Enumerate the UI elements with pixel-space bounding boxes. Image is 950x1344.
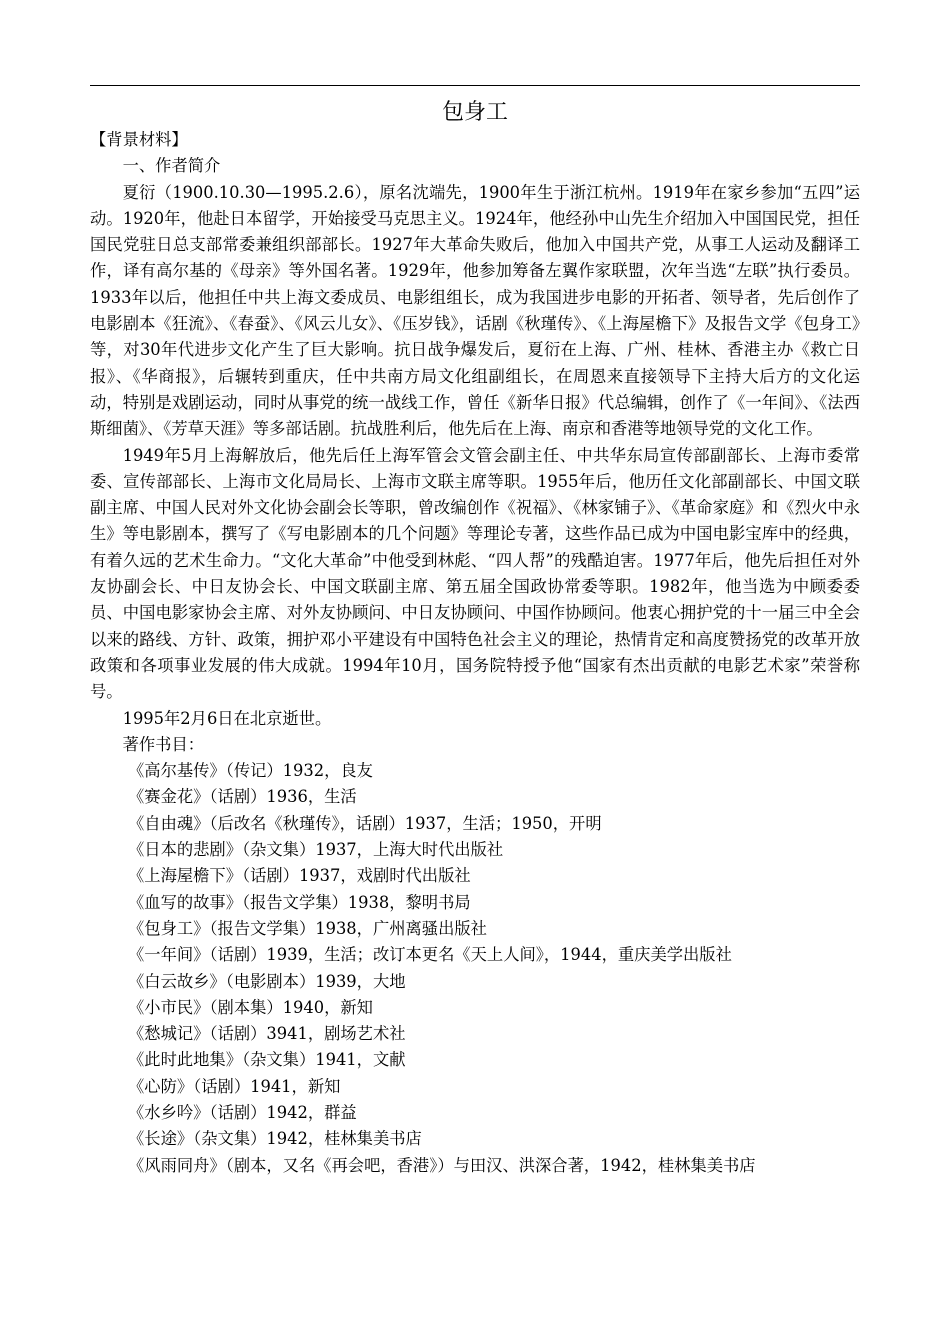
works-heading: 著作书目：: [122, 734, 205, 754]
works-list-item: 《自由魂》（后改名《秋瑾传》，话剧）1937，生活；1950，开明: [128, 813, 602, 833]
works-list-item: 《赛金花》（话剧）1936，生活: [128, 787, 357, 807]
works-list-item: 《愁城记》（话剧）3941，剧场艺术社: [128, 1024, 406, 1044]
works-list-item: 《包身工》（报告文学集）1938，广州离骚出版社: [128, 918, 487, 938]
works-list-item: 《小市民》（剧本集）1940，新知: [128, 997, 373, 1017]
works-list-item: 《高尔基传》（传记）1932，良友: [128, 761, 373, 781]
paragraph-death: 1995年2月6日在北京逝世。: [122, 708, 332, 728]
works-list: [90, 758, 860, 1179]
works-list-item: 《长途》（杂文集）1942，桂林集美书店: [128, 1129, 422, 1149]
works-list-item: 《风雨同舟》（剧本，又名《再会吧，香港》）与田汉、洪深合著，1942，桂林集美书店: [128, 1155, 756, 1175]
paragraph-biography-later: 1949年5月上海解放后，他先后任上海军管会文管会副主任、中共华东局宣传部副部长、上海市委常委、宣传部部长、上海市文化局局长、上海市文联主席等职。1955年后，他历任文化部副部长、中国文联副主席、中国人民对外文化协会副会长等职，曾改编创作《祝福》、《林家铺子》、《革命家庭》和《烈火中永生》等电影剧本，撰写了《写电影剧本的几个问题》等理论专著，这些作品已成为中国电影宝库中的经典，有着久远的艺术生命力。“文化大革命”中他受到林彪、“四人帮”的残酷迫害。1977年后，他先后担任对外友协副会长、中日友协会长、中国文联副主席、第五届全国政协常委等职。1982年，他当选为中顾委委员、中国电影家协会主席、对外友协顾问、中日友协顾问、中国作协顾问。他衷心拥护党的十一届三中全会以来的路线、方针、政策，拥护邓小平建设有中国特色社会主义的理论，热情肯定和高度赞扬党的改革开放政策和各项事业发展的伟大成就。1994年10月，国务院特授予他“国家有杰出贡献的电影艺术家”荣誉称号。: [90, 445, 860, 702]
paragraph-biography-early: 夏衍（1900.10.30—1995.2.6），原名沈端先，1900年生于浙江杭州。1919年在家乡参加“五四”运动。1920年，他赴日本留学，开始接受马克思主义。1924年，他经孙中山先生介绍加入中国国民党，担任国民党驻日总支部常委兼组织部部长。1927年大革命失败后，他加入中国共产党，从事工人运动及翻译工作，译有高尔基的《母亲》等外国名著。1929年，他参加筹备左翼作家联盟，次年当选“左联”执行委员。1933年以后，他担任中共上海文委成员、电影组组长，成为我国进步电影的开拓者、领导者，先后创作了电影剧本《狂流》、《春蚕》、《风云儿女》、《压岁钱》，话剧《秋瑾传》、《上海屋檐下》及报告文学《包身工》等，对30年代进步文化产生了巨大影响。抗日战争爆发后，夏衍在上海、广州、桂林、香港主办《救亡日报》、《华商报》，后辗转到重庆，任中共南方局文化组副组长，在周恩来直接领导下主持大后方的文化运动，特别是戏剧运动，同时从事党的统一战线工作，曾任《新华日报》代总编辑，创作了《一年间》、《法西斯细菌》、《芳草天涯》等多部话剧。抗战胜利后，他先后在上海、南京和香港等地领导党的文化工作。: [90, 182, 860, 439]
document-body: [90, 127, 860, 1179]
works-list-item: 《上海屋檐下》（话剧）1937，戏剧时代出版社: [128, 866, 471, 886]
works-list-item: 《日本的悲剧》（杂文集）1937，上海大时代出版社: [128, 840, 504, 860]
section-heading: 【背景材料】: [90, 130, 188, 149]
header-rule: [90, 85, 860, 86]
works-list-item: 《此时此地集》（杂文集）1941，文献: [128, 1050, 406, 1070]
works-list-item: 《一年间》（话剧）1939，生活；改订本更名《天上人间》，1944，重庆美学出版社: [128, 945, 732, 965]
works-list-item: 《白云故乡》（电影剧本）1939，大地: [128, 971, 406, 991]
works-list-item: 《血写的故事》（报告文学集）1938，黎明书局: [128, 892, 471, 912]
page-title: 包身工: [441, 100, 508, 125]
subheading: 一、作者简介: [122, 156, 221, 176]
works-list-item: 《心防》（话剧）1941，新知: [128, 1076, 341, 1096]
works-list-item: 《水乡吟》（话剧）1942，群益: [128, 1102, 357, 1122]
